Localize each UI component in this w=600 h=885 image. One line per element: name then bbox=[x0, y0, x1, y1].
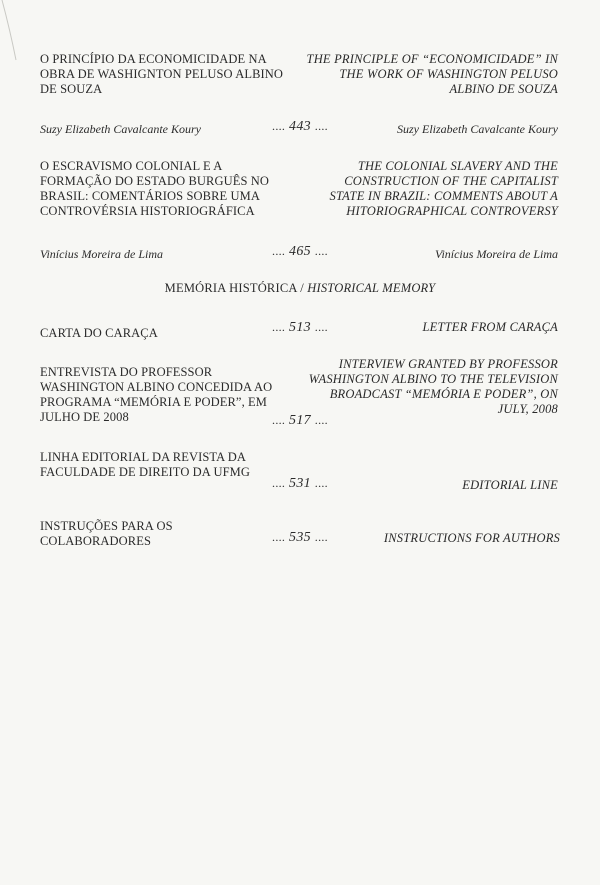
author-name-en: Suzy Elizabeth Cavalcante Koury bbox=[397, 122, 558, 136]
page-number[interactable]: .... 513 .... bbox=[272, 320, 328, 335]
page-fold-mark bbox=[0, 0, 40, 70]
toc-title-pt[interactable]: ENTREVISTA DO PROFESSOR WASHINGTON ALBINO CONCEDIDA AO PROGRAMA “MEMÓRIA E PODER”, EM JULHO DE 2008 bbox=[40, 365, 273, 424]
page-number[interactable]: .... 465 .... bbox=[272, 244, 328, 259]
toc-title-en[interactable]: INSTRUCTIONS FOR AUTHORS bbox=[383, 531, 560, 545]
toc-title-en[interactable]: LETTER FROM CARAÇA bbox=[422, 320, 558, 334]
page-number[interactable]: .... 443 .... bbox=[272, 119, 328, 134]
toc-title-pt[interactable]: CARTA DO CARAÇA bbox=[40, 326, 158, 340]
section-heading: MEMÓRIA HISTÓRICA / HISTORICAL MEMORY bbox=[164, 281, 436, 295]
page-number[interactable]: .... 531 .... bbox=[272, 476, 328, 491]
toc-title-en[interactable]: INTERVIEW GRANTED BY PROFESSOR WASHINGTON ALBINO TO THE TELEVISION BROADCAST “MEMÓRIA E PODER”, ON JULY, 2008 bbox=[308, 357, 558, 416]
toc-title-en[interactable]: EDITORIAL LINE bbox=[462, 478, 558, 492]
author-name-pt: Suzy Elizabeth Cavalcante Koury bbox=[40, 122, 201, 136]
page-number[interactable]: .... 535 .... bbox=[272, 530, 328, 545]
toc-title-pt[interactable]: O ESCRAVISMO COLONIAL E A FORMAÇÃO DO ESTADO BURGUÊS NO BRASIL: COMENTÁRIOS SOBRE UMA CONTROVÉRSIA HISTORIOGRÁFICA bbox=[40, 159, 270, 218]
toc-title-pt[interactable]: LINHA EDITORIAL DA REVISTA DA FACULDADE DE DIREITO DA UFMG bbox=[40, 450, 250, 479]
author-name-pt: Vinícius Moreira de Lima bbox=[40, 247, 163, 261]
toc-title-en[interactable]: THE COLONIAL SLAVERY AND THE CONSTRUCTION OF THE CAPITALIST STATE IN BRAZIL: COMMENTS ABOUT A HITORIOGRAPHICAL CONTROVERSY bbox=[329, 159, 558, 218]
page-number[interactable]: .... 517 .... bbox=[272, 413, 328, 428]
toc-title-pt[interactable]: INSTRUÇÕES PARA OS COLABORADORES bbox=[40, 519, 173, 548]
toc-title-en[interactable]: THE PRINCIPLE OF “ECONOMICIDADE” IN THE WORK OF WASHINGTON PELUSO ALBINO DE SOUZA bbox=[306, 52, 558, 96]
toc-title-pt[interactable]: O PRINCÍPIO DA ECONOMICIDADE NA OBRA DE WASHIGNTON PELUSO ALBINO DE SOUZA bbox=[40, 52, 284, 96]
author-name-en: Vinícius Moreira de Lima bbox=[435, 247, 558, 261]
